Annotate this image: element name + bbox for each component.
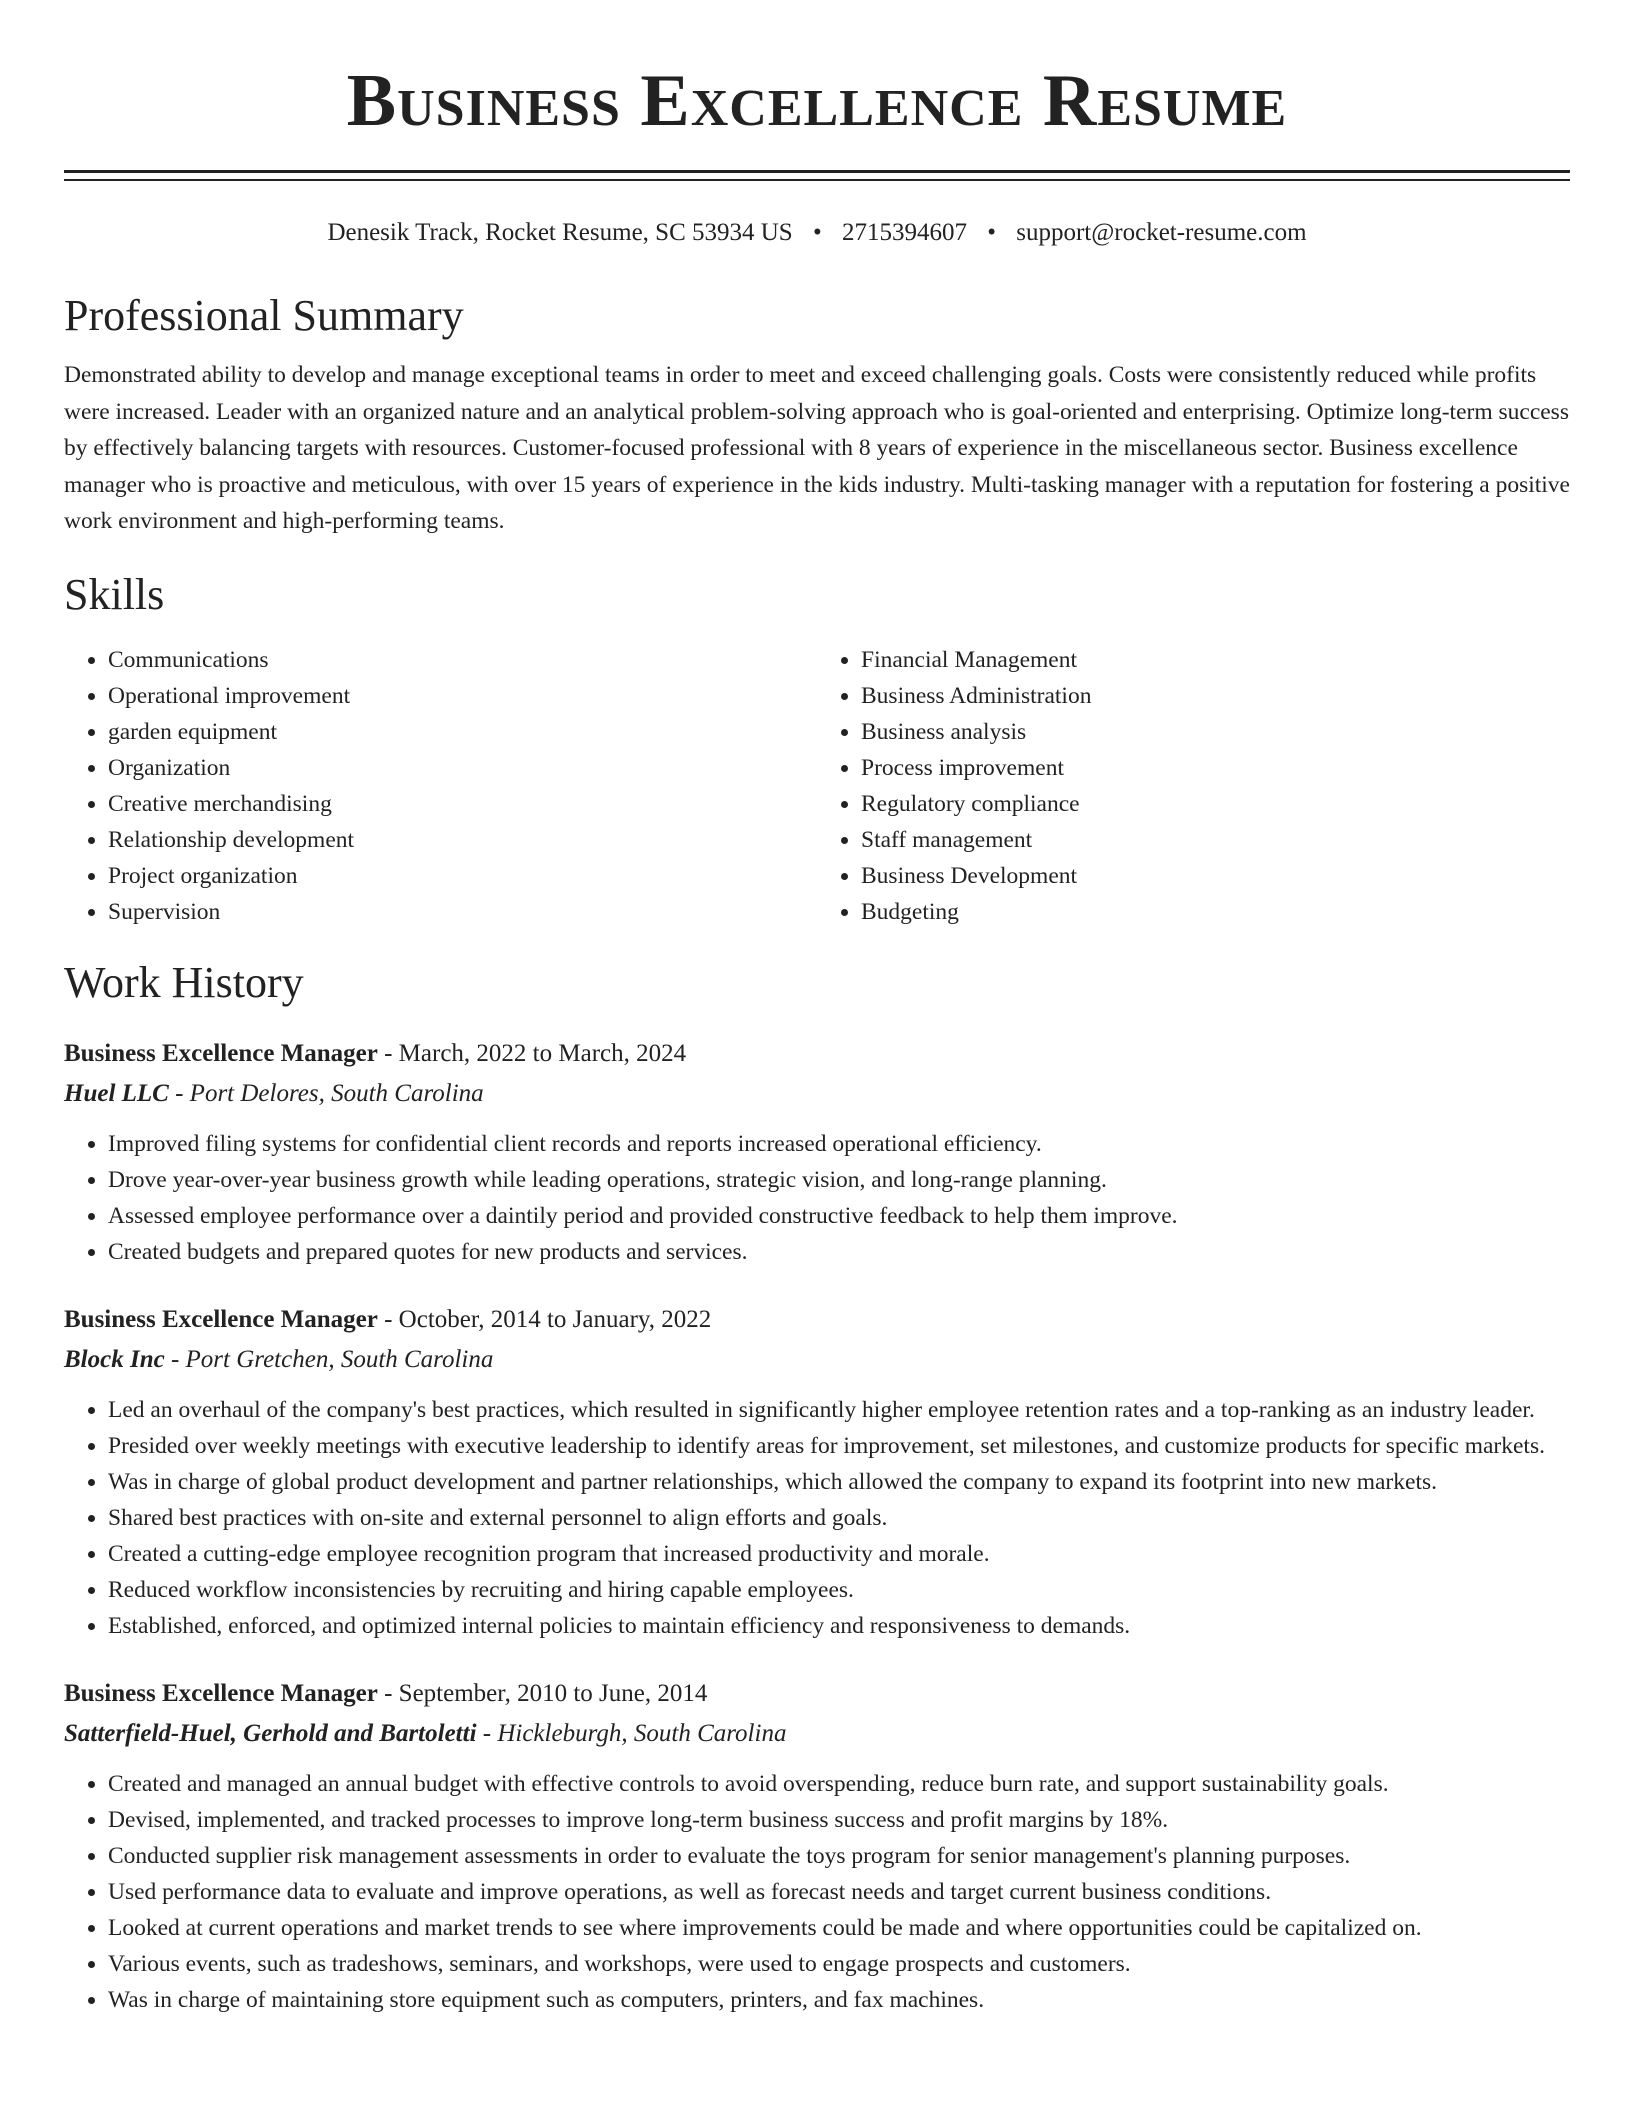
job-bullet: • Created and managed an annual budget with effective controls to avoid overspending, reduce burn rate, and support sustainability goals. xyxy=(108,1766,1570,1802)
job-bullets xyxy=(64,1126,1570,1270)
job-entry xyxy=(64,1302,1570,1644)
job-company-line xyxy=(64,1076,1570,1112)
skill-item: • Operational improvement xyxy=(108,678,817,714)
job-title-line xyxy=(64,1036,1570,1072)
job-bullets xyxy=(64,1766,1570,2018)
skills-list xyxy=(64,642,1570,930)
contact-phone: 2715394607 xyxy=(841,219,967,246)
skill-item: • Project organization xyxy=(108,858,817,894)
job-bullet: • Established, enforced, and optimized internal policies to maintain efficiency and responsiveness to demands. xyxy=(108,1608,1570,1644)
job-bullet: • Presided over weekly meetings with executive leadership to identify areas for improvement, set milestones, and customize products for specific markets. xyxy=(108,1428,1570,1464)
job-dates: - September, 2010 to June, 2014 xyxy=(377,1679,708,1707)
job-bullet: • Various events, such as tradeshows, seminars, and workshops, were used to engage prospects and customers. xyxy=(108,1946,1570,1982)
contact-separator: • xyxy=(812,219,822,246)
skill-item: • Financial Management xyxy=(861,642,1570,678)
skill-item: • Budgeting xyxy=(861,894,1570,930)
skill-item: • Business Administration xyxy=(861,678,1570,714)
job-company-line xyxy=(64,1342,1570,1378)
skill-item: • Creative merchandising xyxy=(108,786,817,822)
job-bullet: • Improved filing systems for confidential client records and reports increased operational efficiency. xyxy=(108,1126,1570,1162)
work-history-heading: Work History xyxy=(64,957,304,1007)
job-company-line xyxy=(64,1716,1570,1752)
skill-item: • Supervision xyxy=(108,894,817,930)
job-location: - Hickleburgh, South Carolina xyxy=(476,1719,787,1747)
job-bullets xyxy=(64,1392,1570,1644)
job-bullet: • Shared best practices with on-site and external personnel to align efforts and goals. xyxy=(108,1500,1570,1536)
job-dates: - March, 2022 to March, 2024 xyxy=(377,1039,687,1067)
skill-item: • Organization xyxy=(108,750,817,786)
job-role: Business Excellence Manager xyxy=(64,1039,378,1067)
title-divider-thick xyxy=(64,170,1570,173)
skill-item: • Relationship development xyxy=(108,822,817,858)
job-bullet: • Led an overhaul of the company's best practices, which resulted in significantly higher employee retention rates and a top-ranking as an industry leader. xyxy=(108,1392,1570,1428)
summary-heading: Professional Summary xyxy=(64,291,464,340)
job-bullet: • Was in charge of maintaining store equipment such as computers, printers, and fax machines. xyxy=(108,1982,1570,2018)
job-location: - Port Gretchen, South Carolina xyxy=(164,1345,494,1373)
skills-column-left xyxy=(64,642,817,930)
job-bullet: • Devised, implemented, and tracked processes to improve long-term business success and profit margins by 18%. xyxy=(108,1802,1570,1838)
contact-email: support@rocket-resume.com xyxy=(1016,219,1307,246)
job-company: Huel LLC xyxy=(64,1079,169,1107)
job-bullet: • Was in charge of global product development and partner relationships, which allowed the company to expand its footprint into new markets. xyxy=(108,1464,1570,1500)
job-entry xyxy=(64,1676,1570,2018)
job-bullet: • Drove year-over-year business growth while leading operations, strategic vision, and long-range planning. xyxy=(108,1162,1570,1198)
skill-item: • Process improvement xyxy=(861,750,1570,786)
resume-title: Business Excellence Resume xyxy=(346,60,1288,142)
job-bullet: • Created a cutting-edge employee recognition program that increased productivity and morale. xyxy=(108,1536,1570,1572)
job-role: Business Excellence Manager xyxy=(64,1679,378,1707)
job-bullet: • Looked at current operations and market trends to see where improvements could be made and where opportunities could be capitalized on. xyxy=(108,1910,1570,1946)
skill-item: • Communications xyxy=(108,642,817,678)
job-bullet: • Created budgets and prepared quotes for new products and services. xyxy=(108,1234,1570,1270)
job-entry xyxy=(64,1036,1570,1270)
contact-line xyxy=(64,217,1570,249)
skill-item: • Business analysis xyxy=(861,714,1570,750)
job-dates: - October, 2014 to January, 2022 xyxy=(377,1305,712,1333)
job-bullet: • Conducted supplier risk management assessments in order to evaluate the toys program for senior management's planning purposes. xyxy=(108,1838,1570,1874)
skill-item: • Regulatory compliance xyxy=(861,786,1570,822)
skills-column-right xyxy=(817,642,1570,930)
contact-separator: • xyxy=(987,219,996,246)
skill-item: • garden equipment xyxy=(108,714,817,750)
job-location: - Port Delores, South Carolina xyxy=(168,1079,484,1107)
job-company: Satterfield-Huel, Gerhold and Bartoletti xyxy=(64,1719,477,1747)
summary-text: Demonstrated ability to develop and manage exceptional teams in order to meet and exceed challenging goals. Costs were consistently reduced while profits were increased. Leader with an organized nature and an analytical problem-solving approach who is goal-oriented and enterprising. Optimize long-term success by effectively balancing targets with resources. Customer-focused professional with 8 years of experience in the miscellaneous sector. Business excellence manager who is proactive and meticulous, with over 15 years of experience in the kids industry. Multi-tasking manager with a reputation for fostering a positive work environment and high-performing teams. xyxy=(64,362,1570,534)
skill-item: • Business Development xyxy=(861,858,1570,894)
job-title-line xyxy=(64,1676,1570,1712)
contact-address: Denesik Track, Rocket Resume, SC 53934 US xyxy=(327,219,793,246)
skill-item: • Staff management xyxy=(861,822,1570,858)
job-role: Business Excellence Manager xyxy=(64,1305,378,1333)
skills-heading: Skills xyxy=(64,569,165,619)
resume-page xyxy=(64,0,1570,2018)
title-divider-thin xyxy=(64,179,1570,181)
job-company: Block Inc xyxy=(64,1345,165,1373)
job-bullet: • Assessed employee performance over a daintily period and provided constructive feedback to help them improve. xyxy=(108,1198,1570,1234)
job-bullet: • Reduced workflow inconsistencies by recruiting and hiring capable employees. xyxy=(108,1572,1570,1608)
job-title-line xyxy=(64,1302,1570,1338)
job-bullet: • Used performance data to evaluate and improve operations, as well as forecast needs and target current business conditions. xyxy=(108,1874,1570,1910)
